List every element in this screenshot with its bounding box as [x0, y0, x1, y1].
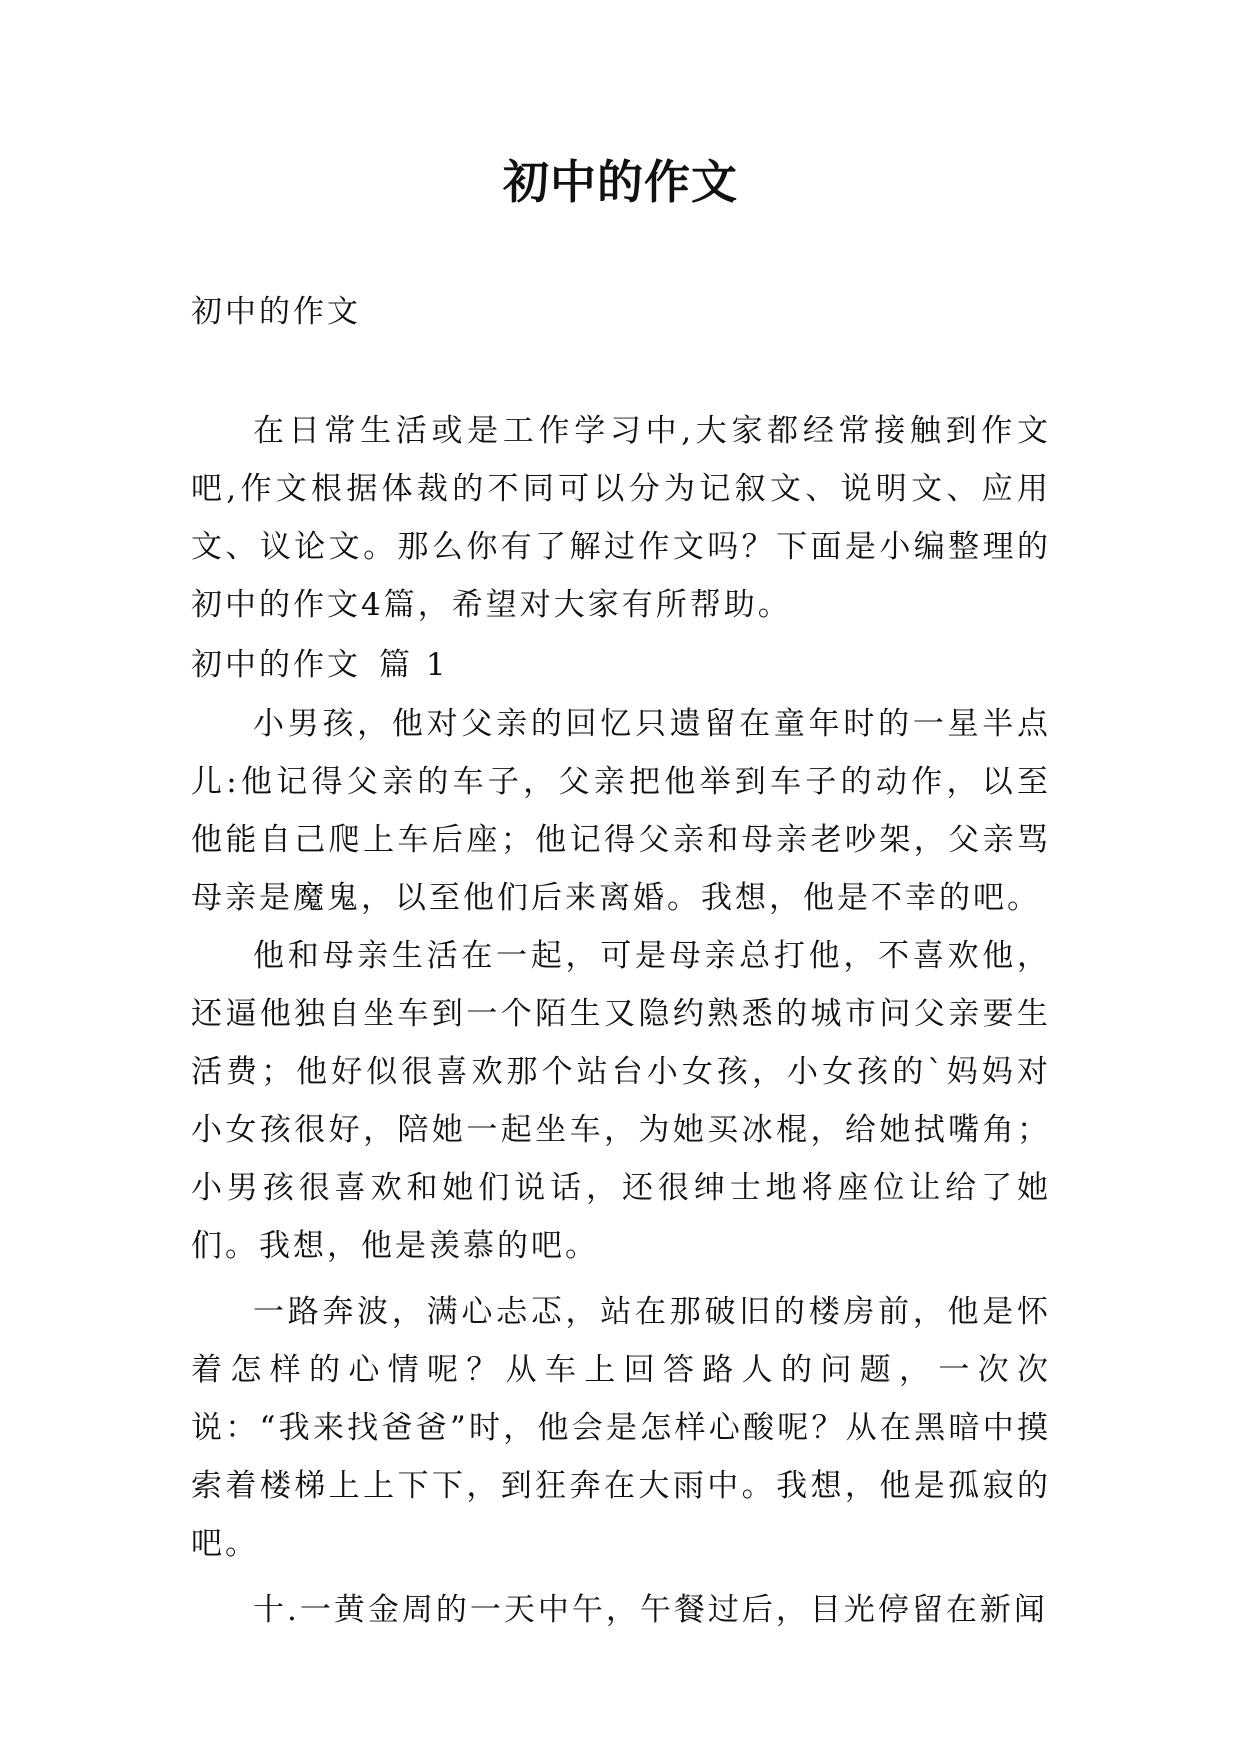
section-heading [191, 645, 449, 685]
document-title: 初中的作文 [503, 155, 738, 209]
intro-text: 在日常生活或是工作学习中,大家都经常接触到作文吧,作文根据体裁的不同可以分为记叙文、说明文、应用文、议论文。那么你有了解过作文吗？下面是小编整理的初中的作文4篇，希望对大家有所帮助。 [191, 413, 1051, 623]
section-number: 篇 1 [379, 647, 449, 683]
essay-paragraph: 一路奔波，满心忐忑，站在那破旧的楼房前，他是怀着怎样的心情呢？从车上回答路人的问题，一次次说：“我来找爸爸”时，他会是怎样心酸呢？从在黑暗中摸索着楼梯上上下下，到狂奔在大雨中。我想，他是孤寂的吧。 [191, 1294, 1051, 1562]
section-heading-label: 初中的作文 [191, 647, 361, 683]
essay-body [191, 695, 1051, 1639]
essay-paragraph: 他和母亲生活在一起，可是母亲总打他，不喜欢他，还逼他独自坐车到一个陌生又隐约熟悉的城市问父亲要生活费；他好似很喜欢那个站台小女孩，小女孩的`妈妈对小女孩很好，陪她一起坐车，为她买冰棍，给她拭嘴角；小男孩很喜欢和她们说话，还很绅士地将座位让给了她们。我想，他是羡慕的吧。 [191, 938, 1051, 1264]
essay-paragraph: 小男孩，他对父亲的回忆只遗留在童年时的一星半点儿:他记得父亲的车子，父亲把他举到车子的动作，以至他能自己爬上车后座；他记得父亲和母亲老吵架，父亲骂母亲是魔鬼，以至他们后来离婚。我想，他是不幸的吧。 [191, 706, 1051, 916]
essay-paragraph: 十.一黄金周的一天中午，午餐过后，目光停留在新闻 [253, 1592, 1048, 1628]
intro-paragraph [191, 402, 1051, 634]
document-subtitle: 初中的作文 [191, 294, 361, 330]
